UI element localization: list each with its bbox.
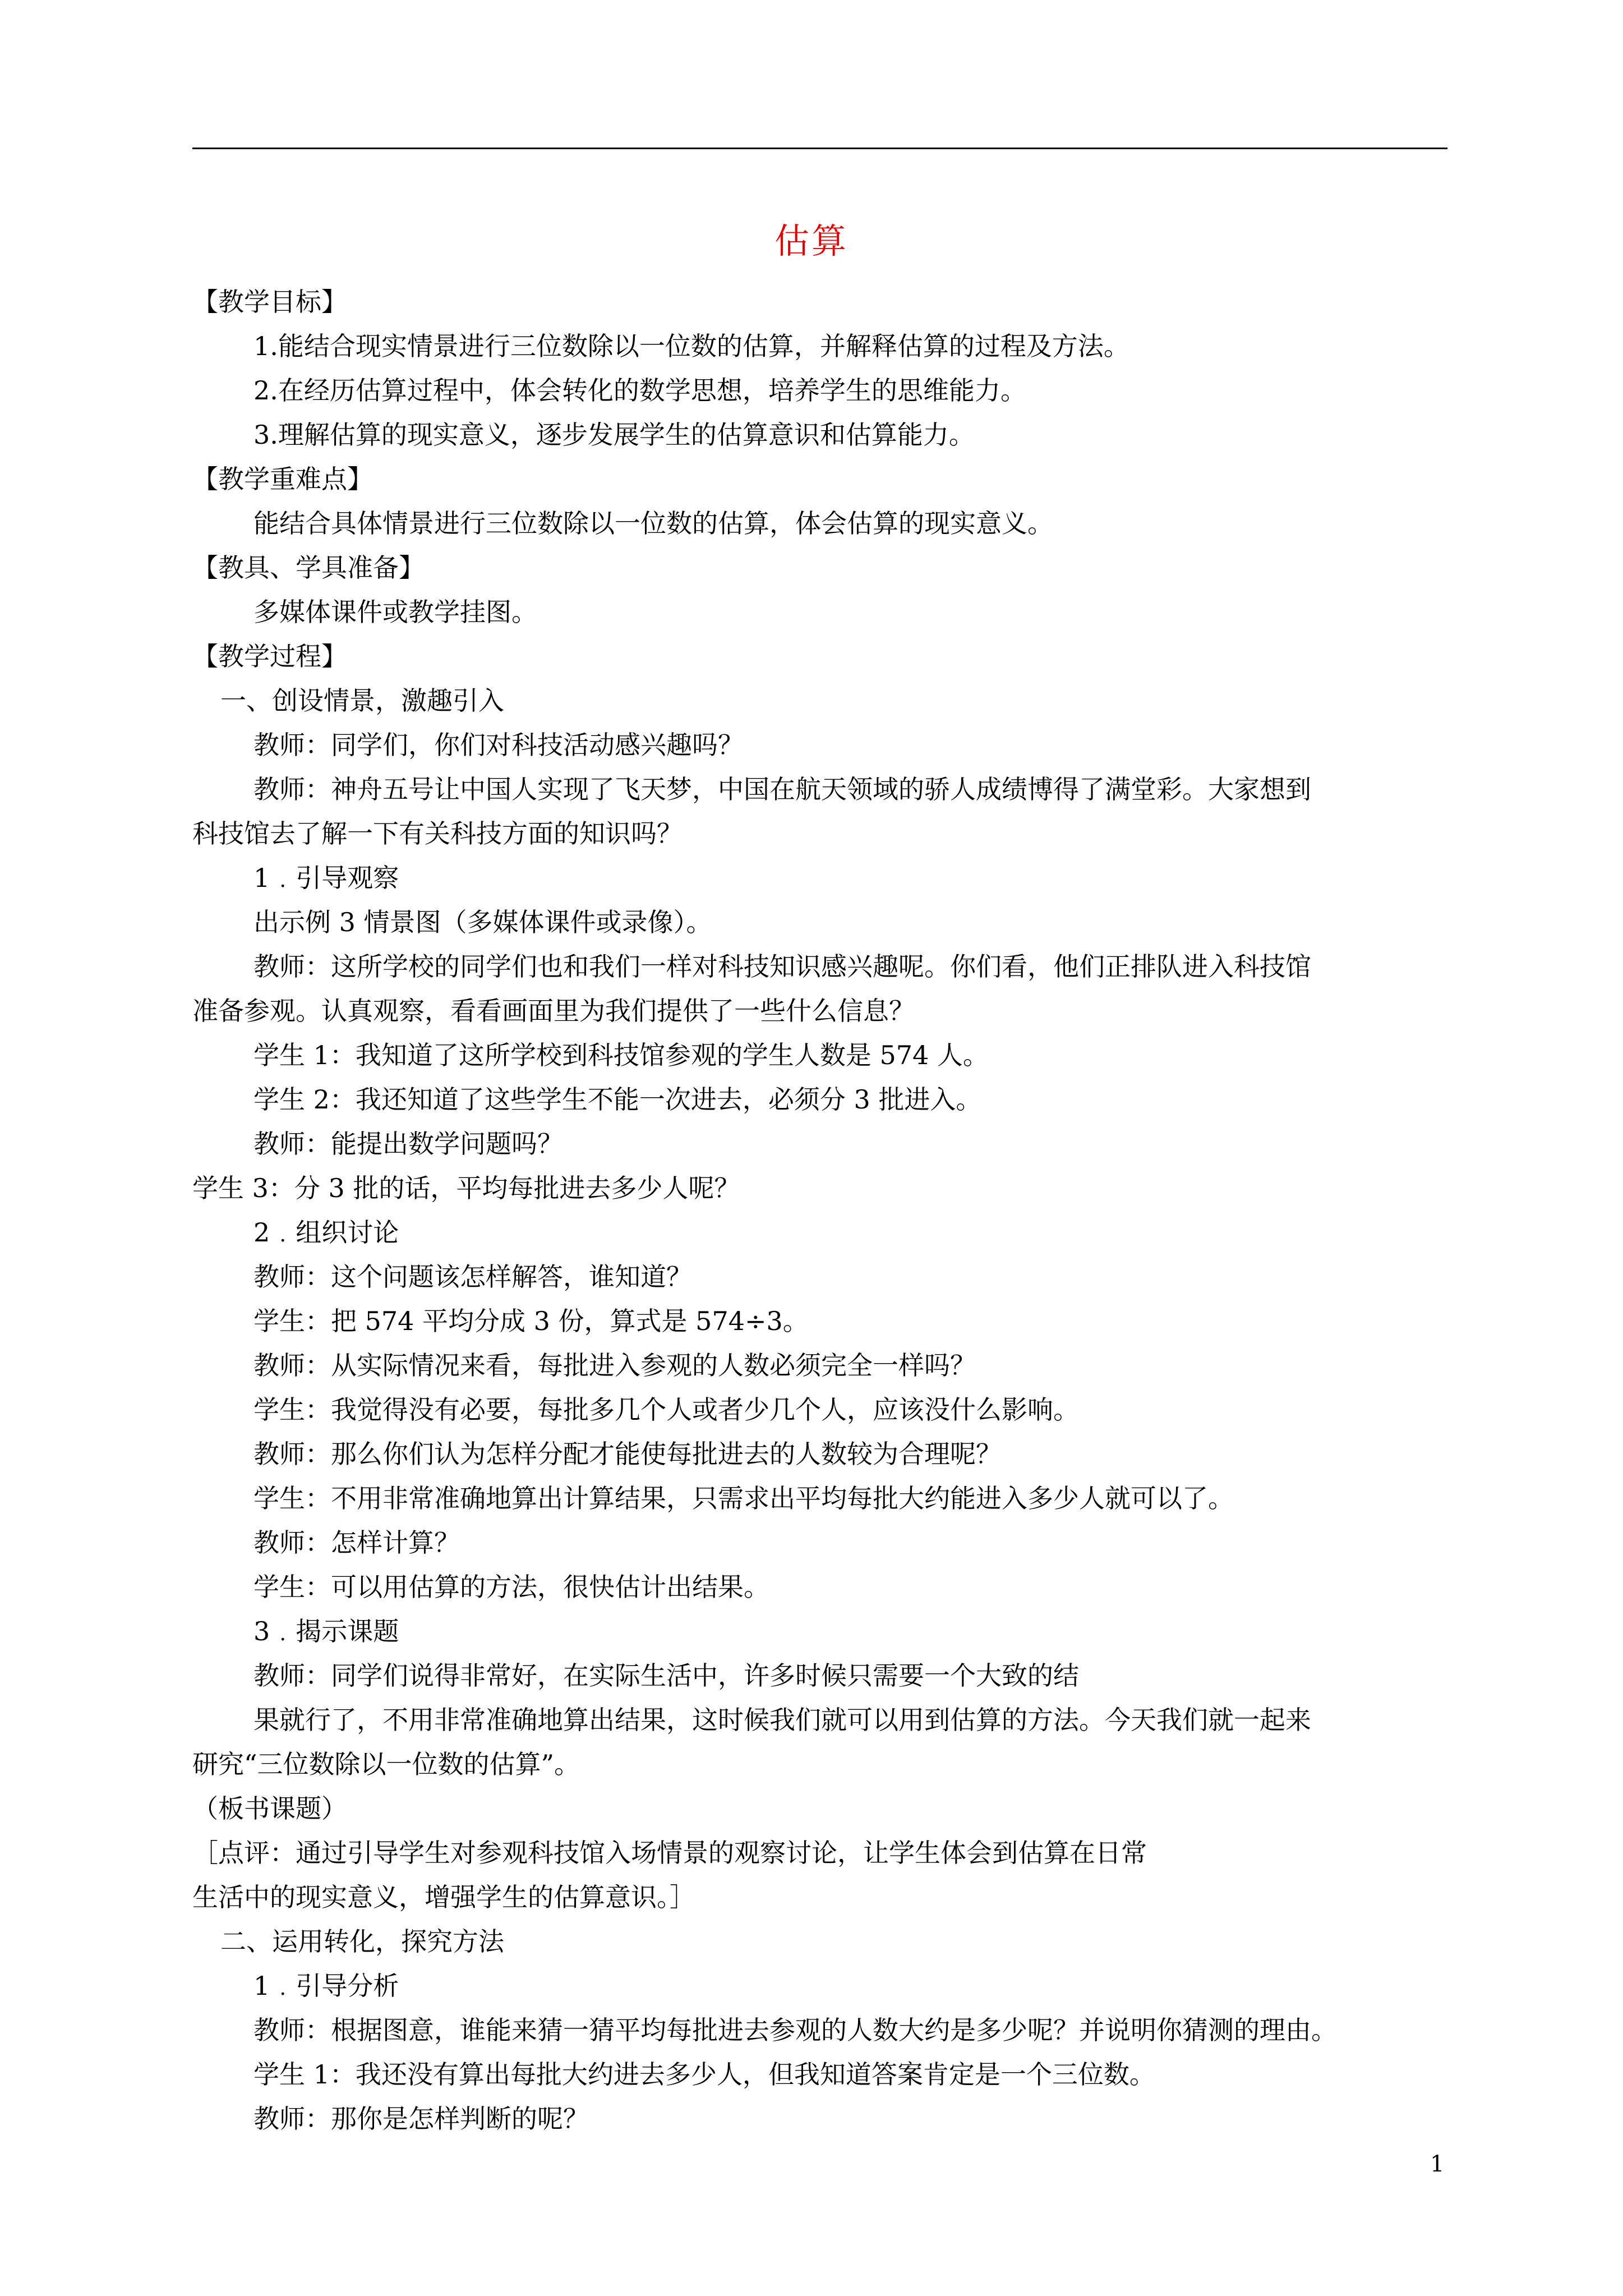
- text-line: 生活中的现实意义，增强学生的估算意识。］: [192, 1882, 695, 1912]
- text-line: 学生 2：我还知道了这些学生不能一次进去，必须分 3 批进入。: [253, 1084, 982, 1115]
- page-number: 1: [1430, 2151, 1445, 2177]
- text-line: 教师：这所学校的同学们也和我们一样对科技知识感兴趣呢。你们看，他们正排队进入科技馆: [253, 951, 1311, 982]
- text-line: ［点评：通过引导学生对参观科技馆入场情景的观察讨论，让学生体会到估算在日常: [192, 1838, 1147, 1868]
- text-line: 研究“三位数除以一位数的估算”。: [192, 1749, 580, 1779]
- page-title: 估算: [774, 220, 849, 261]
- text-line: 一、创设情景，激趣引入: [220, 685, 504, 716]
- text-line: 1.能结合现实情景进行三位数除以一位数的估算，并解释估算的过程及方法。: [253, 331, 1129, 361]
- text-line: 教师：根据图意，谁能来猜一猜平均每批进去参观的人数大约是多少呢？并说明你猜测的理由。: [253, 2015, 1337, 2045]
- text-line: 学生 3：分 3 批的话，平均每批进去多少人呢？: [192, 1173, 740, 1203]
- text-line: 教师：能提出数学问题吗？: [253, 1129, 563, 1159]
- text-line: 能结合具体情景进行三位数除以一位数的估算，体会估算的现实意义。: [253, 508, 1053, 539]
- text-line: 教师：同学们说得非常好，在实际生活中，许多时候只需要一个大致的结: [253, 1660, 1079, 1691]
- text-line: 学生：把 574 平均分成 3 份，算式是 574÷3。: [253, 1306, 809, 1336]
- text-line: 学生：可以用估算的方法，很快估计出结果。: [253, 1572, 769, 1602]
- text-line: 2.在经历估算过程中，体会转化的数学思想，培养学生的思维能力。: [253, 375, 1026, 406]
- text-line: 学生 1：我还没有算出每批大约进去多少人，但我知道答案肯定是一个三位数。: [253, 2059, 1155, 2090]
- text-line: 【教学过程】: [192, 641, 347, 671]
- text-line: 教师：怎样计算？: [253, 1527, 460, 1558]
- text-line: 1﹒引导观察: [253, 863, 399, 893]
- text-line: 【教学重难点】: [192, 464, 373, 494]
- text-line: 二、运用转化，探究方法: [220, 1926, 504, 1957]
- text-line: 2﹒组织讨论: [253, 1217, 399, 1248]
- header-rule: [192, 148, 1447, 149]
- text-line: 教师：那么你们认为怎样分配才能使每批进去的人数较为合理呢？: [253, 1439, 1002, 1469]
- text-line: 学生 1：我知道了这所学校到科技馆参观的学生人数是 574 人。: [253, 1040, 989, 1070]
- text-line: 教师：神舟五号让中国人实现了飞天梦，中国在航天领域的骄人成绩博得了满堂彩。大家想到: [253, 774, 1311, 804]
- text-line: 学生：我觉得没有必要，每批多几个人或者少几个人，应该没什么影响。: [253, 1395, 1079, 1425]
- text-line: 教师：那你是怎样判断的呢？: [253, 2104, 589, 2134]
- text-line: 教师：同学们，你们对科技活动感兴趣吗？: [253, 730, 744, 760]
- text-line: 果就行了，不用非常准确地算出结果，这时候我们就可以用到估算的方法。今天我们就一起来: [253, 1705, 1311, 1735]
- text-line: 教师：这个问题该怎样解答，谁知道？: [253, 1262, 692, 1292]
- text-line: 3.理解估算的现实意义，逐步发展学生的估算意识和估算能力。: [253, 420, 975, 450]
- text-line: （板书课题）: [192, 1793, 347, 1824]
- text-line: 科技馆去了解一下有关科技方面的知识吗？: [192, 818, 683, 849]
- text-line: 教师：从实际情况来看，每批进入参观的人数必须完全一样吗？: [253, 1350, 976, 1381]
- text-line: 准备参观。认真观察，看看画面里为我们提供了一些什么信息？: [192, 996, 915, 1026]
- text-line: 1﹒引导分析: [253, 1971, 399, 2001]
- text-line: 3﹒揭示课题: [253, 1616, 399, 1646]
- text-line: 【教具、学具准备】: [192, 553, 425, 583]
- text-line: 多媒体课件或教学挂图。: [253, 597, 537, 627]
- text-line: 【教学目标】: [192, 287, 347, 317]
- text-line: 学生：不用非常准确地算出计算结果，只需求出平均每批大约能进入多少人就可以了。: [253, 1483, 1234, 1513]
- text-line: 出示例 3 情景图（多媒体课件或录像）。: [253, 907, 712, 937]
